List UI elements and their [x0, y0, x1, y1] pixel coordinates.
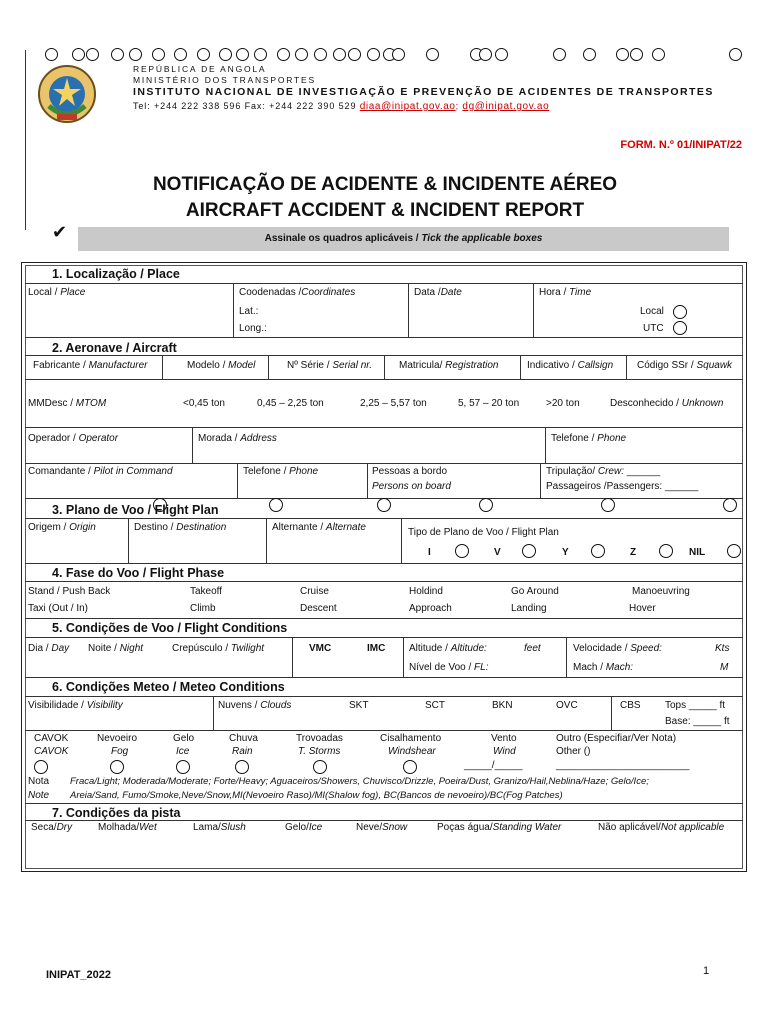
header-ring-25	[583, 48, 596, 61]
header-ring-20	[426, 48, 439, 61]
contact-line	[133, 101, 549, 112]
header-ring-6	[152, 48, 165, 61]
instruction-pt: Assinale os quadros aplicáveis /	[264, 233, 419, 244]
wx-storms-en: T. Storms	[298, 746, 341, 757]
fp-option-nil: NIL	[689, 547, 706, 558]
origin-label: Origem / Origin	[28, 522, 96, 533]
wx-radio-rain[interactable]	[235, 760, 249, 774]
fp-option-i: I	[428, 547, 431, 558]
fl-label: Nível de Voo / FL:	[409, 662, 489, 673]
cloud-bkn[interactable]: BKN	[492, 700, 513, 711]
manufacturer-label: Fabricante / Manufacturer	[33, 360, 148, 371]
time-label: Hora / Time	[539, 287, 592, 298]
header-ring-7	[174, 48, 187, 61]
wx-ice: Gelo	[173, 733, 195, 744]
header-ring-8	[197, 48, 210, 61]
header-ring-29	[729, 48, 742, 61]
mtom-option-2[interactable]: 0,45 – 2,25 ton	[257, 398, 324, 409]
wind-field[interactable]: _____/_____	[464, 760, 523, 771]
phase-approach[interactable]: Approach	[409, 603, 452, 614]
header-ring-19	[392, 48, 405, 61]
fp-radio-i[interactable]	[455, 544, 469, 558]
header-ring-23	[495, 48, 508, 61]
runway-ice[interactable]: Gelo/Ice	[285, 822, 323, 833]
local-option-label: Local	[640, 306, 664, 317]
runway-wet[interactable]: Molhada/Wet	[98, 822, 157, 833]
wx-cavok-en: CAVOK	[34, 746, 69, 757]
email-link-dg[interactable]: dg@inipat.gov.ao	[462, 101, 550, 112]
pob-label-en: Persons on board	[372, 481, 451, 492]
runway-snow[interactable]: Neve/Snow	[356, 822, 408, 833]
fp-radio-nil[interactable]	[727, 544, 741, 558]
pob-label: Pessoas a bordo	[372, 466, 448, 477]
condition-night[interactable]: Noite / Night	[88, 643, 144, 654]
phase-stand[interactable]: Stand / Push Back	[28, 586, 111, 597]
address-label: Morada / Address	[198, 433, 277, 444]
utc-option-label: UTC	[643, 323, 664, 334]
header-ring-1	[45, 48, 58, 61]
check-mark-icon: ✔	[52, 222, 68, 242]
mtom-label: MMDesc / MTOM	[28, 398, 107, 409]
fp-option-v: V	[494, 547, 501, 558]
phase-go-around[interactable]: Go Around	[511, 586, 559, 597]
phase-cruise[interactable]: Cruise	[300, 586, 329, 597]
fp-radio-v[interactable]	[522, 544, 536, 558]
instruction-bar	[78, 227, 729, 251]
mach-unit: M	[720, 662, 729, 673]
wx-radio-cavok[interactable]	[34, 760, 48, 774]
header-ring-3	[86, 48, 99, 61]
wx-cavok: CAVOK	[34, 733, 69, 744]
phase-landing[interactable]: Landing	[511, 603, 547, 614]
other-field[interactable]: ________________________	[556, 760, 690, 771]
note-text-line2: Areia/Sand, Fumo/Smoke,Neve/Snow,MI(Nevoeiro Raso)/MI(Shalow fog), BC(Bancos de nevoeiro)/BC(Fog Patches)	[70, 790, 563, 801]
header-ring-13	[295, 48, 308, 61]
registration-label: Matricula/ Registration	[399, 360, 499, 371]
header-ring-4	[111, 48, 124, 61]
mtom-option-5[interactable]: >20 ton	[546, 398, 580, 409]
alternate-label: Alternante / Alternate	[272, 522, 366, 533]
header-ring-28	[652, 48, 665, 61]
instruction-en: Tick the applicable boxes	[421, 233, 543, 244]
condition-day[interactable]: Dia / Day	[28, 643, 70, 654]
pic-phone-label: Telefone / Phone	[243, 466, 319, 477]
note-text-line1: Fraca/Light; Moderada/Moderate; Forte/Heavy; Aguaceiros/Showers, Chuvisco/Drizzle, Poeira/Dust, Granizo/Hail,Neblina/Haze; Gelo/Ice;	[70, 776, 649, 787]
fp-radio-y[interactable]	[591, 544, 605, 558]
clouds-label: Nuvens / Clouds	[218, 700, 292, 711]
callsign-label: Indicativo / Callsign	[527, 360, 614, 371]
fp-top-radio-5[interactable]	[601, 498, 615, 512]
section-2-title: 2. Aeronave / Aircraft	[52, 341, 177, 355]
pax-label: Passageiros /Passengers: ______	[546, 481, 699, 492]
section-4-title: 4. Fase do Voo / Flight Phase	[52, 566, 225, 580]
speed-label: Velocidade / Speed:	[573, 643, 662, 654]
header-ring-9	[219, 48, 232, 61]
fp-top-radio-6[interactable]	[723, 498, 737, 512]
phase-descent[interactable]: Descent	[300, 603, 337, 614]
header-ring-2	[72, 48, 85, 61]
wx-fog: Nevoeiro	[97, 733, 138, 744]
wx-radio-windshear[interactable]	[403, 760, 417, 774]
kts-unit: Kts	[715, 643, 730, 654]
section-3-title: 3. Plano de Voo / Flight Plan	[52, 503, 219, 517]
wx-other-en: Other ()	[556, 746, 591, 757]
operator-label: Operador / Operator	[28, 433, 119, 444]
mach-label: Mach / Mach:	[573, 662, 634, 673]
visibility-label: Visibilidade / Visibility	[28, 700, 123, 711]
model-label: Modelo / Model	[187, 360, 256, 371]
mtom-option-4[interactable]: 5, 57 – 20 ton	[458, 398, 520, 409]
header-ring-22	[479, 48, 492, 61]
phase-holding[interactable]: Holdind	[409, 586, 443, 597]
condition-twilight[interactable]: Crepúsculo / Twilight	[172, 643, 265, 654]
phase-manoeuvring[interactable]: Manoeuvring	[632, 586, 690, 597]
runway-dry[interactable]: Seca/Dry	[31, 822, 73, 833]
lat-label: Lat.:	[239, 306, 259, 317]
republic-label: REPÚBLICA DE ANGOLA	[133, 64, 267, 74]
wx-other: Outro (Especifiar/Ver Nota)	[556, 733, 677, 744]
header-ring-15	[333, 48, 346, 61]
place-label: Local / Place	[28, 287, 86, 298]
section-6-title: 6. Condições Meteo / Meteo Conditions	[52, 680, 285, 694]
header-ring-16	[348, 48, 361, 61]
mtom-option-3[interactable]: 2,25 – 5,57 ton	[360, 398, 427, 409]
altitude-label: Altitude / Altitude:	[409, 643, 487, 654]
phase-taxi[interactable]: Taxi (Out / In)	[28, 603, 89, 614]
local-radio[interactable]	[673, 305, 687, 319]
institute-label: INSTITUTO NACIONAL DE INVESTIGAÇÃO E PREVENÇÃO DE ACIDENTES DE TRANSPORTES	[133, 86, 714, 98]
contact-phone-fax: Tel: +244 222 338 596 Fax: +244 222 390 529	[133, 101, 357, 111]
wx-rain: Chuva	[229, 733, 258, 744]
title-en: AIRCRAFT ACCIDENT & INCIDENT REPORT	[185, 200, 585, 221]
squawk-label: Código SSr / Squawk	[637, 360, 733, 371]
cloud-cbs[interactable]: CBS	[620, 700, 641, 711]
wx-windshear-en: Windshear	[388, 746, 436, 757]
destination-label: Destino / Destination	[134, 522, 227, 533]
utc-radio[interactable]	[673, 321, 687, 335]
coordinates-label: Coodenadas /Coordinates	[239, 287, 356, 298]
condition-imc[interactable]: IMC	[367, 643, 386, 654]
mtom-option-1[interactable]: <0,45 ton	[183, 398, 225, 409]
fp-type-label: Tipo de Plano de Voo / Flight Plan	[408, 527, 559, 538]
wx-wind-en: Wind	[493, 746, 516, 757]
cloud-ovc[interactable]: OVC	[556, 700, 578, 711]
phase-climb[interactable]: Climb	[190, 603, 216, 614]
section-1-title: 1. Localização / Place	[52, 267, 180, 281]
angola-emblem-icon	[35, 62, 99, 126]
wx-ice-en: Ice	[176, 746, 190, 757]
note-pt-label: Nota	[28, 776, 50, 787]
title-pt: NOTIFICAÇÃO DE ACIDENTE & INCIDENTE AÉREO	[152, 174, 618, 195]
top-ring-row	[45, 48, 745, 62]
serial-label: Nº Série / Serial nr.	[287, 360, 372, 371]
email-link-diaa[interactable]: diaa@inipat.gov.ao	[359, 101, 456, 112]
cloud-sct[interactable]: SCT	[425, 700, 445, 711]
header-ring-26	[616, 48, 629, 61]
wx-radio-ice[interactable]	[176, 760, 190, 774]
header-ring-17	[367, 48, 380, 61]
email-separator: ;	[455, 101, 459, 111]
wx-radio-storms[interactable]	[313, 760, 327, 774]
fp-radio-z[interactable]	[659, 544, 673, 558]
base-field[interactable]: Base: _____ ft	[665, 716, 730, 727]
wx-storms: Trovoadas	[296, 733, 343, 744]
cloud-skt[interactable]: SKT	[349, 700, 369, 711]
long-label: Long.:	[239, 323, 267, 334]
feet-unit: feet	[524, 643, 541, 654]
page-number: 1	[703, 965, 710, 977]
header-ring-27	[630, 48, 643, 61]
fp-top-radio-3[interactable]	[377, 498, 391, 512]
header-ring-14	[314, 48, 327, 61]
runway-standing-water[interactable]: Poças água/Standing Water	[437, 822, 562, 833]
runway-slush[interactable]: Lama/Slush	[193, 822, 246, 833]
fp-option-y: Y	[562, 547, 569, 558]
fp-top-radio-2[interactable]	[269, 498, 283, 512]
phase-hover[interactable]: Hover	[629, 603, 656, 614]
header-ring-10	[236, 48, 249, 61]
tops-field[interactable]: Tops _____ ft	[665, 700, 726, 711]
operator-phone-label: Telefone / Phone	[551, 433, 627, 444]
phase-takeoff[interactable]: Takeoff	[190, 586, 223, 597]
date-label: Data /Date	[414, 287, 462, 298]
fp-top-radio-4[interactable]	[479, 498, 493, 512]
header-ring-5	[129, 48, 142, 61]
header-ring-24	[553, 48, 566, 61]
footer-code: INIPAT_2022	[46, 969, 112, 981]
wx-windshear: Cisalhamento	[380, 733, 442, 744]
header-ring-11	[254, 48, 267, 61]
condition-vmc[interactable]: VMC	[309, 643, 332, 654]
note-en-label: Note	[28, 790, 50, 801]
form-number: FORM. N.º 01/INIPAT/22	[620, 139, 742, 151]
wx-rain-en: Rain	[232, 746, 253, 757]
ministry-label: MINISTÉRIO DOS TRANSPORTES	[133, 75, 316, 85]
section-7-title: 7. Condições da pista	[52, 806, 181, 820]
fp-option-z: Z	[630, 547, 637, 558]
wx-wind: Vento	[491, 733, 517, 744]
section-5-title: 5. Condições de Voo / Flight Conditions	[52, 621, 288, 635]
crew-label: Tripulação/ Crew: ______	[546, 466, 661, 477]
pic-label: Comandante / Pilot in Command	[28, 466, 173, 477]
runway-not-applicable[interactable]: Não aplicável/Not applicable	[598, 822, 725, 833]
wx-fog-en: Fog	[111, 746, 129, 757]
wx-radio-fog[interactable]	[110, 760, 124, 774]
unknown-option[interactable]: Desconhecido / Unknown	[610, 398, 724, 409]
header-ring-12	[277, 48, 290, 61]
